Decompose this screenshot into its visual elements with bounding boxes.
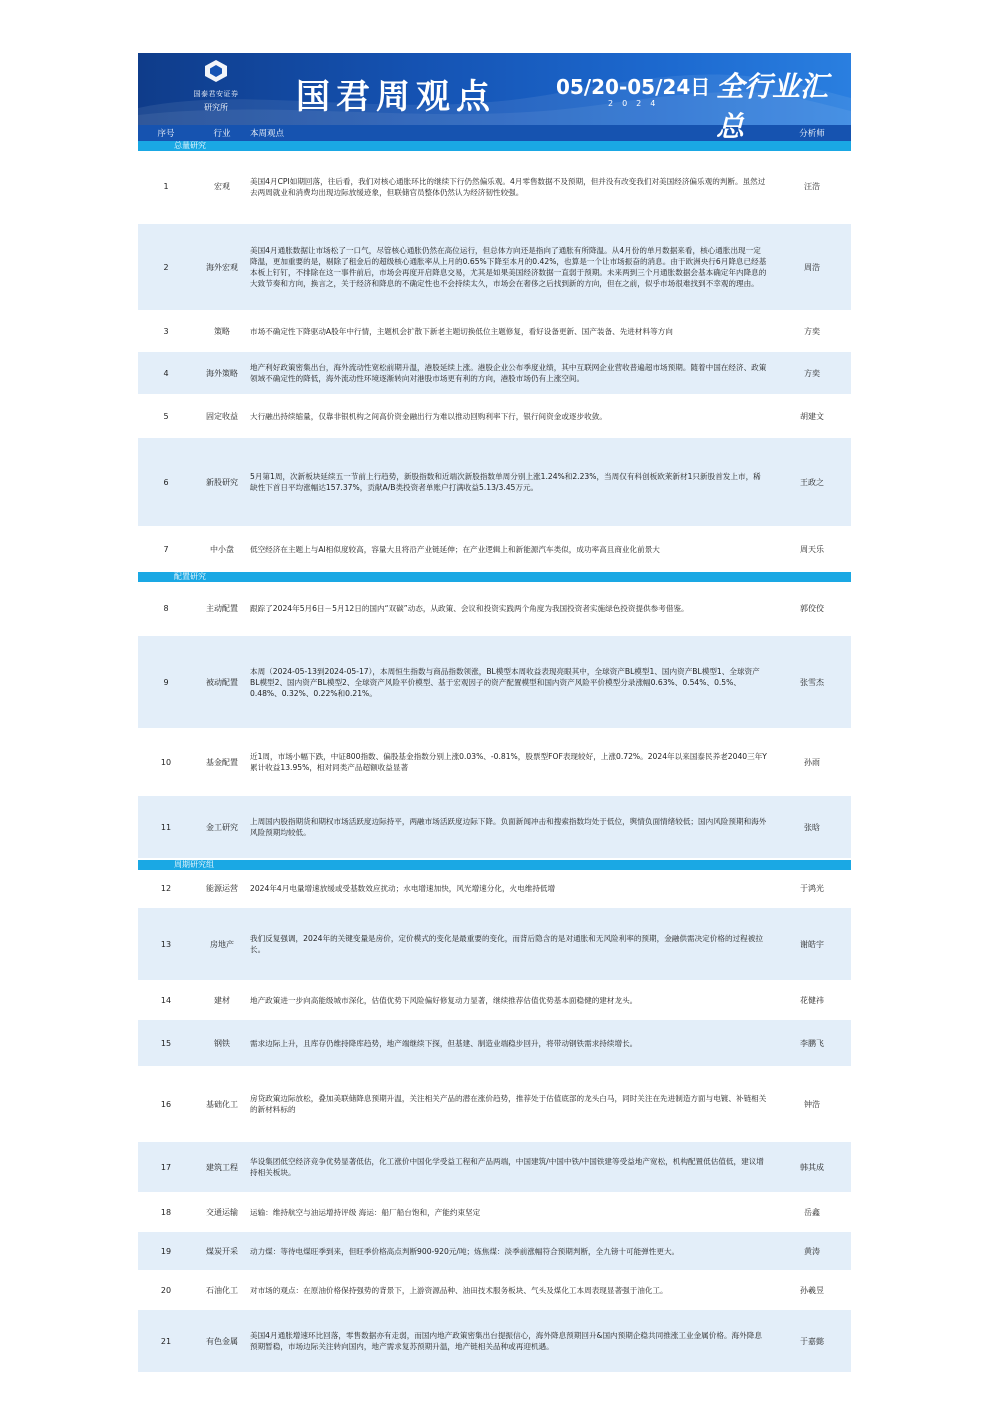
row-number: 15	[160, 1038, 172, 1048]
table-row	[138, 870, 851, 908]
row-analyst: 于嘉懿	[800, 1336, 824, 1346]
row-number: 17	[160, 1162, 172, 1172]
section-header: 周期研究组	[138, 860, 851, 870]
row-number: 7	[163, 544, 169, 554]
row-analyst: 孙羲昱	[800, 1285, 824, 1295]
table-row	[138, 1142, 851, 1194]
row-industry: 中小盘	[210, 544, 234, 554]
row-analyst: 张晗	[804, 822, 820, 832]
row-industry: 基础化工	[206, 1099, 238, 1109]
row-number: 3	[163, 326, 169, 336]
row-analyst: 周天乐	[800, 544, 824, 554]
row-number: 4	[163, 368, 169, 378]
row-industry: 金工研究	[206, 822, 238, 832]
table-row	[138, 908, 851, 982]
row-analyst: 韩其成	[800, 1162, 824, 1172]
row-analyst: 黄涛	[804, 1246, 820, 1256]
row-industry: 能源运营	[206, 883, 238, 893]
row-number: 19	[160, 1246, 172, 1256]
table-row	[138, 1272, 851, 1310]
row-view: 房贷政策边际放松，叠加美联储降息预期升温，关注相关产品的潜在涨价趋势，推荐处于估值底部的龙头白马，同时关注在先进制造方面与电镀、补链相关的新材料标的	[250, 1094, 767, 1114]
col-header-analyst: 分析师	[799, 129, 825, 139]
row-industry: 宏观	[214, 182, 230, 191]
row-view: 美国4月CPI如期回落，往后看，我们对核心通胀环比的继续下行仍然偏乐观。4月零售数据不及预期，但并没有改变我们对美国经济偏乐观的判断。虽然过去两周就业和消费均出现边际放缓迹象，但联储官员整体仍然认为经济韧性较强。	[250, 176, 766, 197]
row-number: 20	[160, 1285, 172, 1295]
table-body	[138, 141, 851, 1374]
row-view: 5月第1周，次新板块延续五一节前上行趋势，新股指数和近端次新股指数单周分别上涨1.24%和2.23%，当周仅有科创板欧莱新材1只新股首发上市，稀缺性下首日平均涨幅达157.37%，贡献A/B类投资者单账户打满收益5.13/3.45万元。	[250, 472, 761, 492]
table-row	[138, 528, 851, 572]
row-analyst: 张雪杰	[800, 677, 824, 687]
row-analyst: 于鸿光	[800, 883, 824, 893]
row-view: 2024年4月电量增速放缓或受基数效应扰动；水电增速加快，风光增速分化，火电维持低增	[250, 883, 556, 893]
row-number: 5	[163, 411, 169, 421]
row-analyst: 岳鑫	[804, 1207, 820, 1217]
row-number: 21	[160, 1336, 172, 1346]
row-industry: 钢铁	[214, 1038, 230, 1048]
table-row	[138, 1194, 851, 1232]
row-analyst: 方奕	[804, 368, 820, 378]
row-view: 本周（2024-05-13到2024-05-17），本周恒生指数与商品指数领涨，BL模型本周收益表现亮眼其中，全球资产BL模型1、国内资产BL模型1、全球资产BL模型2、国内资产BL模型2、全球资产风险平价模型、基于宏观因子的资产配置模型和国内资产风险平价模型分录涨幅0.63%、0.54%、0.5%、0.48%、0.32%、0.22%和0.21%。	[250, 666, 760, 698]
table-row	[138, 396, 851, 438]
section-header: 总量研究	[138, 141, 851, 151]
table-row	[138, 224, 851, 312]
row-industry: 海外宏观	[206, 262, 238, 272]
row-industry: 建材	[214, 995, 230, 1005]
table-row	[138, 1310, 851, 1374]
table-row	[138, 796, 851, 860]
row-analyst: 孙雨	[804, 757, 820, 767]
row-analyst: 谢皓宇	[800, 939, 824, 949]
table-row	[138, 151, 851, 224]
table-row	[138, 312, 851, 352]
row-number: 9	[163, 677, 169, 687]
row-view: 对市场的观点：在原油价格保持强势的背景下，上游资源品种、油田技术服务板块、气头及煤化工本周表现显著强于油化工。	[250, 1285, 668, 1295]
logo-icon	[203, 59, 229, 83]
row-industry: 新股研究	[206, 477, 238, 487]
table-row	[138, 1020, 851, 1068]
table-row	[138, 982, 851, 1020]
row-number: 2	[163, 262, 169, 272]
row-number: 6	[163, 477, 169, 487]
logo-company-name: 国泰君安证券	[193, 90, 239, 98]
row-analyst: 郭佼佼	[800, 603, 824, 613]
logo-institute: 研究所	[204, 103, 228, 112]
row-view: 需求边际上升，且库存仍维持降库趋势，地产端继续下探，但基建、制造业端稳步回升，将带动钢铁需求持续增长。	[250, 1038, 638, 1048]
row-view: 美国4月通胀增速环比回落，零售数据亦有走弱，而国内地产政策密集出台提振信心，海外降息预期回升&国内预期企稳共同推涨工业金属价格。海外降息预期暂稳，市场边际关注转向国内，地产需求复苏预期升温，地产链相关品种或再迎机遇。	[250, 1331, 762, 1351]
row-view: 市场不确定性下降驱动A股年中行情，主题机会扩散下新老主题切换低位主题修复，看好设备更新、国产装备、先进材料等方向	[250, 326, 673, 336]
row-industry: 主动配置	[206, 603, 238, 613]
row-number: 12	[160, 883, 172, 893]
page-title: 国君周观点	[296, 77, 496, 117]
row-industry: 海外策略	[206, 368, 238, 378]
row-analyst: 周浩	[804, 262, 820, 272]
table-row	[138, 1068, 851, 1142]
row-view: 大行融出持续缩量，仅靠非银机构之间高价资金融出行为难以推动回购利率下行，银行间资金或逐步收敛。	[250, 411, 607, 421]
row-view: 动力煤：等待电煤旺季到来，但旺季价格高点判断900-920元/吨；炼焦煤：淡季前涨幅符合预期判断，全九镑十可能弹性更大。	[250, 1246, 680, 1256]
row-number: 10	[160, 757, 172, 767]
row-number: 8	[163, 603, 169, 613]
row-number: 11	[160, 822, 172, 832]
row-number: 1	[163, 182, 169, 191]
row-industry: 基金配置	[206, 757, 238, 767]
row-industry: 有色金属	[206, 1336, 238, 1346]
row-view: 低空经济在主题上与AI相似度较高，容量大且将沿产业链延伸；在产业逻辑上和新能源汽车类似，成功率高且商业化前景大	[250, 544, 660, 554]
row-analyst: 汪浩	[804, 182, 820, 191]
table-row	[138, 582, 851, 636]
row-industry: 被动配置	[206, 677, 238, 687]
row-industry: 固定收益	[206, 411, 238, 421]
row-analyst: 胡建文	[800, 411, 824, 421]
row-view: 运输：维持航空与油运增持评级 海运：船厂船台饱和，产能约束坚定	[250, 1207, 481, 1217]
row-industry: 策略	[214, 326, 230, 336]
col-header-industry: 行业	[213, 129, 231, 139]
report-year: 2024	[608, 99, 665, 108]
row-view: 我们反复强调，2024年的关键变量是房价，定价模式的变化是最重要的变化，而背后隐含的是对通胀和无风险利率的预期，金融供需决定价格的过程被拉长。	[250, 934, 763, 954]
row-number: 13	[160, 939, 172, 949]
row-view: 上周国内股指期货和期权市场活跃度边际持平，两融市场活跃度边际下降。负面新闻冲击和搜索指数均处于低位，舆情负面情绪较低；国内风险预期和海外风险预期均较低。	[250, 817, 767, 837]
table-row	[138, 1232, 851, 1272]
row-analyst: 李鹏飞	[800, 1038, 824, 1048]
row-view: 近1周，市场小幅下跌，中证800指数、偏股基金指数分别上涨0.03%、-0.81%，股票型FOF表现较好，上涨0.72%。2024年以来国泰民养老2040三年Y累计收益13.95%，相对同类产品超额收益显著	[250, 752, 767, 772]
row-industry: 煤炭开采	[206, 1246, 238, 1256]
row-view: 地产利好政策密集出台，海外流动性宽松前期升温，港股延续上涨。港股企业公布季度业绩，其中互联网企业营收普遍超市场预期。随着中国在经济、政策领域不确定性的降低，海外流动性环境逐渐转向对港股市场更有利的方向，港股市场仍有上涨空间。	[250, 363, 767, 383]
row-number: 14	[160, 995, 172, 1005]
weekly-view-sheet	[138, 53, 851, 1374]
row-number: 18	[160, 1207, 172, 1217]
table-row	[138, 730, 851, 796]
row-view: 美国4月通胀数据让市场松了一口气，尽管核心通胀仍然在高位运行，但总体方向还是指向了通胀有所降温。从4月份的单月数据来看，核心通胀出现一定降温，更加重要的是，剔除了租金后的超级核心通胀率从上月的0.65%下降至本月的0.42%，也算是一个让市场振奋的消息。由于欧洲央行6月降息已经基本板上钉钉，不排除在这一事件前后，市场会再度开启降息交易，尤其是如果美国经济数据一直弱于预期。未来两到三个月通胀数据会基本确定年内降息的大致节奏和方向，换言之，关于经济和降息的不确定性也不会持续太久，市场会在奢侈之后找到新的方向，但在之前，似乎市场很难找到不幸观的理由。	[250, 246, 767, 288]
table-row	[138, 636, 851, 730]
row-view: 地产政策进一步向高能级城市深化，估值优势下风险偏好修复动力显著，继续推荐估值优势基本面稳健的建材龙头。	[250, 995, 638, 1005]
row-industry: 建筑工程	[206, 1162, 238, 1172]
row-analyst: 王政之	[800, 477, 824, 487]
row-view: 华设集团低空经济竞争优势显著低估，化工涨价中国化学受益工程和产品两端，中国建筑/中国中铁/中国铁建等受益地产宽松，机构配置低估值低，建议增持相关板块。	[250, 1157, 764, 1177]
brand-slogan: 全行业汇总	[716, 70, 829, 143]
table-row	[138, 438, 851, 528]
table-row	[138, 352, 851, 396]
row-industry: 房地产	[210, 939, 234, 949]
col-header-view: 本周观点	[250, 129, 285, 139]
section-header: 配置研究	[138, 572, 851, 582]
row-analyst: 钟浩	[804, 1099, 820, 1109]
company-logo	[176, 59, 256, 121]
row-industry: 石油化工	[206, 1285, 238, 1295]
row-number: 16	[160, 1099, 172, 1109]
row-industry: 交通运输	[206, 1207, 238, 1217]
row-analyst: 花健祎	[800, 995, 824, 1005]
row-analyst: 方奕	[804, 326, 820, 336]
row-view: 跟踪了2024年5月6日－5月12日的国内“双碳”动态，从政策、会议和投资实践两个角度为我国投资者实施绿色投资提供参考借鉴。	[250, 603, 689, 613]
date-range: 05/20-05/24日	[556, 75, 711, 99]
col-header-no: 序号	[157, 129, 175, 139]
